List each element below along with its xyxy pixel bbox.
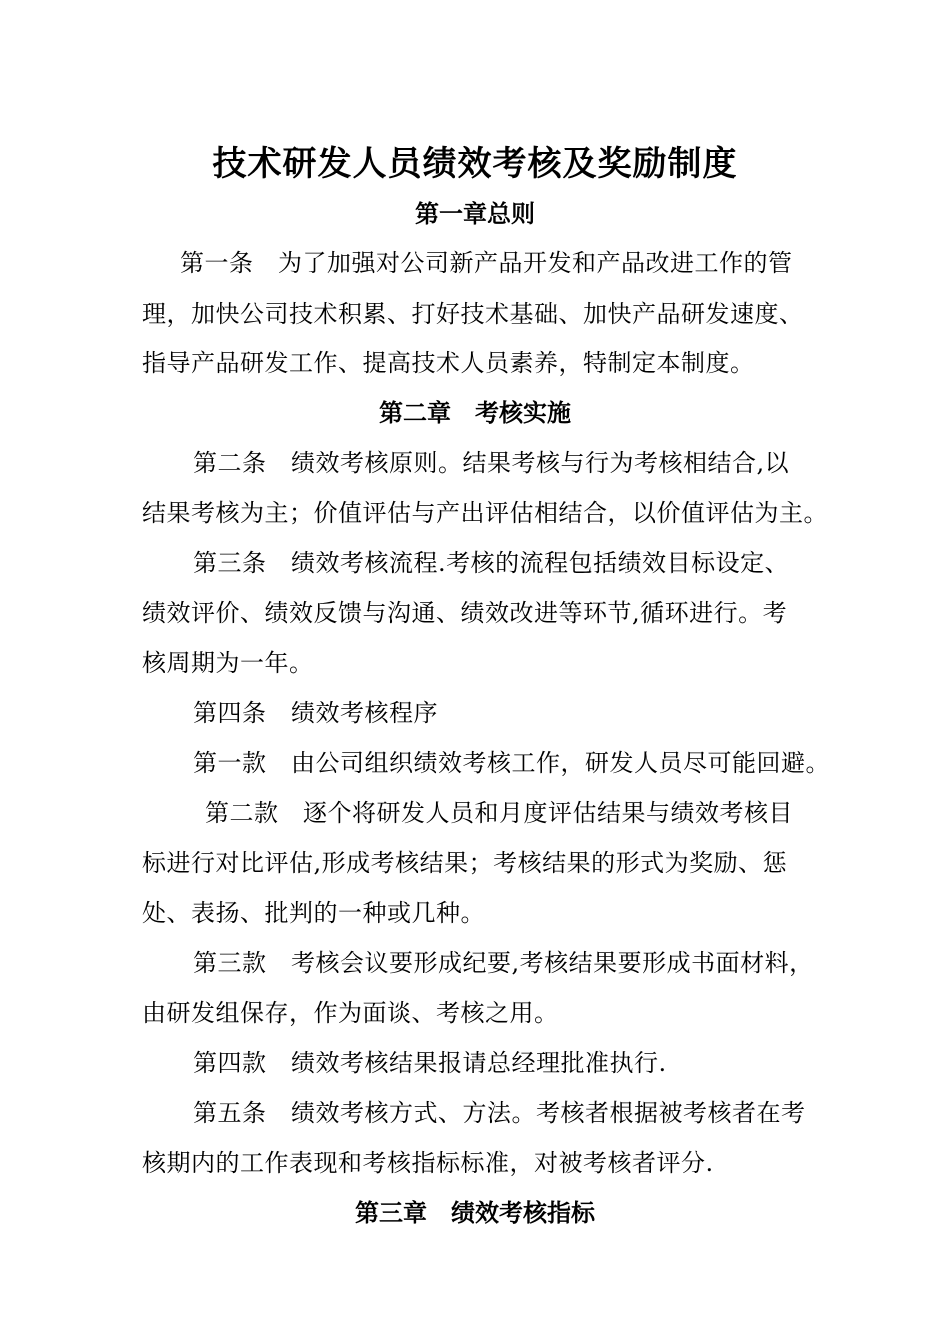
article-1-line-1: 第一条 为了加强对公司新产品开发和产品改进工作的管: [180, 249, 793, 277]
chapter-3-heading: 第三章 绩效考核指标: [355, 1199, 595, 1227]
document-title: 技术研发人员绩效考核及奖励制度: [212, 144, 738, 184]
clause-3-line-2: 由研发组保存，作为面谈、考核之用。: [142, 999, 559, 1027]
article-3-line-1: 第三条 绩效考核流程.考核的流程包括绩效目标设定、: [193, 549, 790, 577]
article-2-line-2: 结果考核为主；价值评估与产出评估相结合，以价值评估为主。: [142, 499, 828, 527]
chapter-2-heading: 第二章 考核实施: [379, 399, 571, 427]
article-3-line-2: 绩效评价、绩效反馈与沟通、绩效改进等环节,循环进行。考: [142, 599, 788, 627]
article-5-line-1: 第五条 绩效考核方式、方法。考核者根据被考核者在考: [193, 1099, 806, 1127]
clause-2-line-1: 第二款 逐个将研发人员和月度评估结果与绩效考核目: [205, 799, 793, 827]
clause-4-line-1: 第四款 绩效考核结果报请总经理批准执行.: [193, 1049, 667, 1077]
clause-2-line-2: 标进行对比评估,形成考核结果；考核结果的形式为奖励、惩: [142, 849, 788, 877]
clause-1-line-1: 第一款 由公司组织绩效考核工作，研发人员尽可能回避。: [193, 749, 830, 777]
clause-3-line-1: 第三款 考核会议要形成纪要,考核结果要形成书面材料，: [193, 949, 814, 977]
clause-2-line-3: 处、表扬、批判的一种或几种。: [142, 899, 485, 927]
chapter-1-heading: 第一章总则: [415, 200, 535, 228]
article-1-line-2: 理，加快公司技术积累、打好技术基础、加快产品研发速度、: [142, 300, 804, 328]
article-3-line-3: 核周期为一年。: [142, 649, 314, 677]
article-5-line-2: 核期内的工作表现和考核指标标准，对被考核者评分.: [142, 1149, 714, 1177]
article-4-line-1: 第四条 绩效考核程序: [193, 699, 438, 727]
article-2-line-1: 第二条 绩效考核原则。结果考核与行为考核相结合,以: [193, 449, 790, 477]
article-1-line-3: 指导产品研发工作、提高技术人员素养，特制定本制度。: [142, 349, 755, 377]
